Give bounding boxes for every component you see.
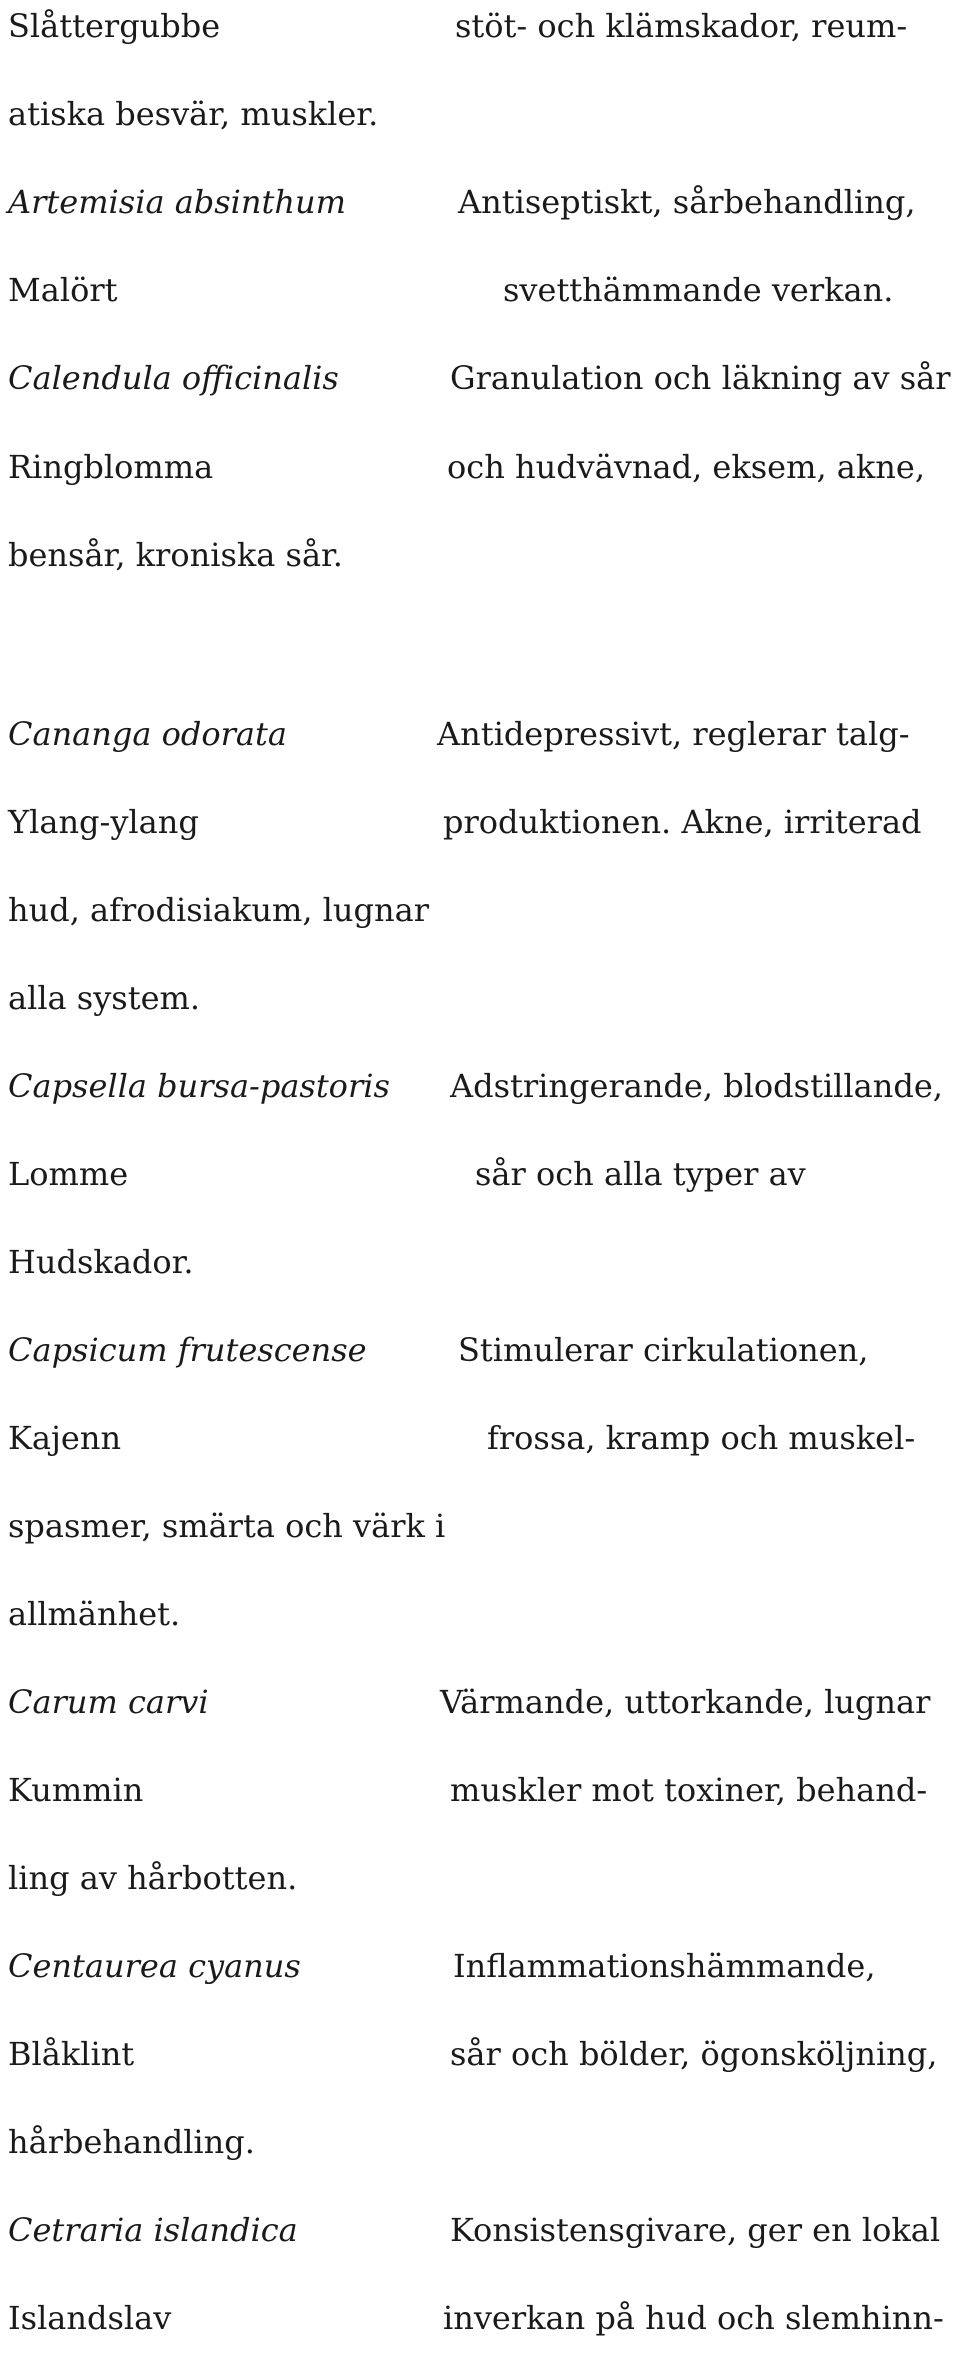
- continuation-line: hårbehandling.: [8, 2123, 255, 2161]
- description-line: Antiseptiskt, sårbehandling,: [458, 183, 916, 221]
- latin-name: Artemisia absinthum: [8, 183, 346, 221]
- swedish-name: Blåklint: [8, 2035, 135, 2073]
- swedish-name: Kummin: [8, 1771, 144, 1809]
- description-line: frossa, kramp och muskel-: [487, 1419, 916, 1457]
- latin-name: Cetraria islandica: [8, 2211, 298, 2249]
- latin-name: Calendula officinalis: [8, 359, 339, 397]
- description-line: sår och bölder, ögonsköljning,: [450, 2035, 938, 2073]
- latin-name: Cananga odorata: [8, 715, 287, 753]
- description-line: stöt- och klämskador, reum-: [455, 7, 908, 45]
- continuation-line: hud, afrodisiakum, lugnar: [8, 891, 429, 929]
- latin-name: Centaurea cyanus: [8, 1947, 301, 1985]
- latin-name: Capsella bursa-pastoris: [8, 1067, 390, 1105]
- continuation-line: allmänhet.: [8, 1595, 181, 1633]
- swedish-name: Islandslav: [8, 2299, 172, 2337]
- description-line: muskler mot toxiner, behand-: [450, 1771, 928, 1809]
- continuation-line: alla system.: [8, 979, 201, 1017]
- description-line: Värmande, uttorkande, lugnar: [440, 1683, 931, 1721]
- description-line: Konsistensgivare, ger en lokal: [450, 2211, 941, 2249]
- description-line: Adstringerande, blodstillande,: [450, 1067, 943, 1105]
- description-line: Antidepressivt, reglerar talg-: [437, 715, 910, 753]
- continuation-line: Hudskador.: [8, 1243, 194, 1281]
- swedish-name: Ringblomma: [8, 448, 214, 486]
- description-line: sår och alla typer av: [475, 1155, 806, 1193]
- description-line: svetthämmande verkan.: [503, 271, 894, 309]
- description-line: inverkan på hud och slemhinn-: [443, 2299, 944, 2337]
- swedish-name: Lomme: [8, 1155, 129, 1193]
- continuation-line: ling av hårbotten.: [8, 1859, 298, 1897]
- description-line: Inflammationshämmande,: [453, 1947, 876, 1985]
- description-line: och hudvävnad, eksem, akne,: [447, 448, 925, 486]
- latin-name: Capsicum frutescense: [8, 1331, 367, 1369]
- continuation-line: spasmer, smärta och värk i: [8, 1507, 446, 1545]
- continuation-line: bensår, kroniska sår.: [8, 536, 343, 574]
- swedish-name: Ylang-ylang: [8, 803, 199, 841]
- description-line: Stimulerar cirkulationen,: [458, 1331, 869, 1369]
- latin-name: Carum carvi: [8, 1683, 209, 1721]
- continuation-line: atiska besvär, muskler.: [8, 95, 379, 133]
- swedish-name: Malört: [8, 271, 118, 309]
- description-line: Granulation och läkning av sår: [450, 359, 951, 397]
- swedish-name: Slåttergubbe: [8, 7, 221, 45]
- description-line: produktionen. Akne, irriterad: [443, 803, 922, 841]
- swedish-name: Kajenn: [8, 1419, 122, 1457]
